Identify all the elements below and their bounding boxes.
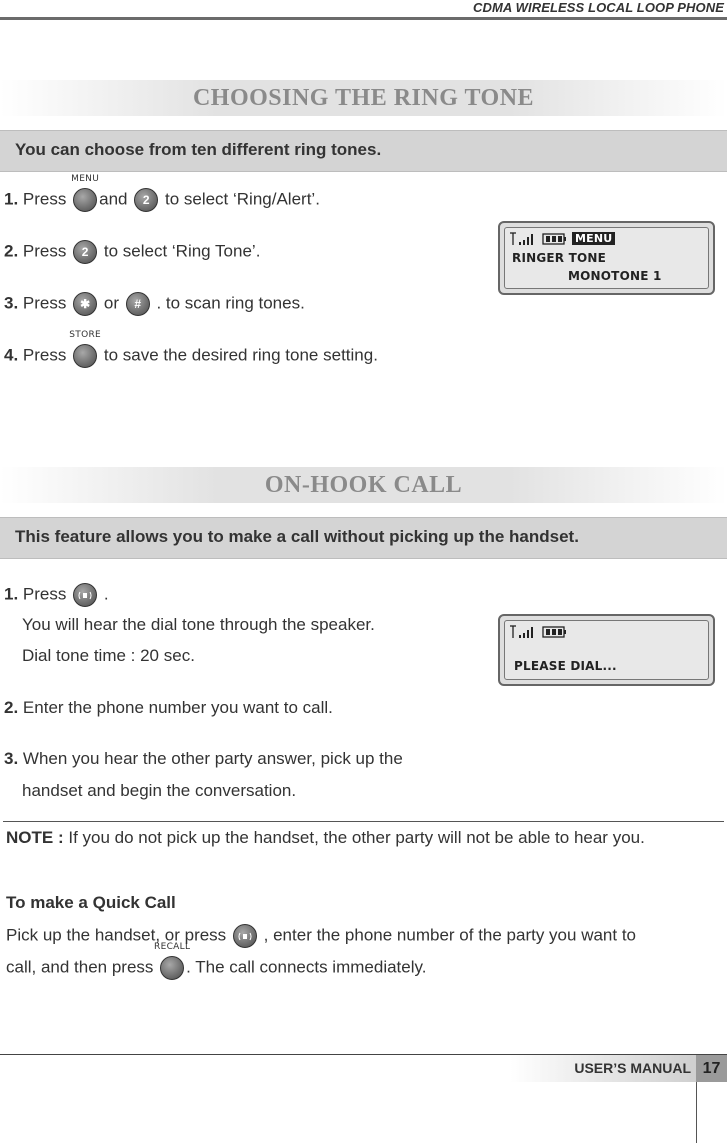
step-text: Press — [22, 189, 67, 209]
note-divider — [3, 821, 724, 822]
note-label: NOTE : — [6, 828, 64, 847]
on-hook-step-1-detail: Dial tone time : 20 sec. — [22, 646, 195, 665]
body-text: call, and then press — [6, 957, 154, 977]
body-text: Pick up the handset, or press — [6, 925, 227, 945]
quick-call-heading: To make a Quick Call — [6, 893, 176, 912]
lcd-line-1: RINGER TONE — [512, 251, 607, 265]
ring-step-2 — [4, 240, 260, 264]
step-number: 2. — [4, 241, 19, 261]
ring-step-3 — [4, 292, 305, 316]
lcd-line-2: MONOTONE 1 — [568, 269, 662, 283]
step-text: Press — [22, 293, 67, 313]
ring-tone-subtitle: You can choose from ten different ring tones. — [15, 140, 382, 159]
step-text: and — [99, 189, 128, 209]
lcd-ringer-tone-display — [498, 221, 715, 295]
step-text: Press — [22, 584, 67, 604]
step-text: Press — [22, 345, 67, 365]
step-number: 1. — [4, 189, 19, 209]
document-header-title: CDMA WIRELESS LOCAL LOOP PHONE — [473, 0, 724, 15]
ring-step-1 — [4, 174, 320, 212]
menu-key-icon — [71, 174, 100, 212]
step-text: or — [103, 293, 119, 313]
step-number: 2. — [4, 698, 19, 717]
speaker-key-icon — [233, 924, 257, 948]
key-label: MENU — [71, 174, 100, 184]
recall-key-icon — [154, 942, 191, 980]
key-2-icon: 2 — [134, 188, 158, 212]
key-label: RECALL — [154, 942, 191, 952]
body-text: . The call connects immediately. — [186, 957, 427, 977]
page-number: 17 — [696, 1055, 727, 1082]
quick-call-line-1 — [6, 924, 636, 948]
battery-icon — [542, 626, 568, 638]
on-hook-subtitle: This feature allows you to make a call without picking up the handset. — [15, 527, 579, 546]
lcd-menu-indicator: MENU — [572, 232, 615, 245]
battery-icon — [542, 233, 568, 245]
step-text: Enter the phone number you want to call. — [22, 698, 333, 717]
step-text: to select ‘Ring/Alert’. — [164, 189, 320, 209]
on-hook-title: ON-HOOK CALL — [264, 472, 463, 498]
on-hook-step-3-detail: handset and begin the conversation. — [22, 781, 297, 800]
lcd-please-dial-display — [498, 614, 715, 686]
step-number: 3. — [4, 749, 19, 768]
on-hook-step-2 — [4, 697, 333, 719]
step-text: to select ‘Ring Tone’. — [103, 241, 261, 261]
step-number: 4. — [4, 345, 19, 365]
star-key-icon: ✱ — [73, 292, 97, 316]
ring-step-4 — [4, 330, 378, 368]
store-key-icon — [69, 330, 101, 368]
footer-manual-label: USER’S MANUAL — [574, 1060, 691, 1076]
on-hook-step-1-detail: You will hear the dial tone through the speaker. — [22, 615, 375, 634]
step-text: When you hear the other party answer, pick up the — [22, 749, 403, 768]
body-text: , enter the phone number of the party you want to — [263, 925, 637, 945]
ring-tone-title-bar — [0, 80, 727, 116]
step-text: Press — [22, 241, 67, 261]
on-hook-step-1 — [4, 583, 109, 607]
speaker-icon — [77, 589, 93, 601]
step-text: . — [103, 584, 109, 604]
step-text: . to scan ring tones. — [156, 293, 305, 313]
key-label: STORE — [69, 330, 101, 340]
ring-tone-title: CHOOSING THE RING TONE — [192, 85, 535, 111]
signal-strength-icon — [510, 625, 540, 639]
speaker-icon — [237, 930, 253, 942]
speaker-key-icon — [73, 583, 97, 607]
note — [6, 827, 645, 849]
on-hook-step-3 — [4, 748, 403, 770]
key-2-icon: 2 — [73, 240, 97, 264]
on-hook-title-bar — [0, 467, 727, 503]
quick-call-line-2 — [6, 942, 427, 980]
lcd-line-1: PLEASE DIAL... — [514, 659, 617, 673]
header-rule — [0, 17, 727, 20]
step-number: 1. — [4, 584, 19, 604]
signal-strength-icon — [510, 232, 540, 246]
hash-key-icon: # — [126, 292, 150, 316]
step-text: to save the desired ring tone setting. — [103, 345, 378, 365]
page-edge-line — [696, 1082, 697, 1143]
note-text: If you do not pick up the handset, the other party will not be able to hear you. — [68, 828, 645, 847]
step-number: 3. — [4, 293, 19, 313]
